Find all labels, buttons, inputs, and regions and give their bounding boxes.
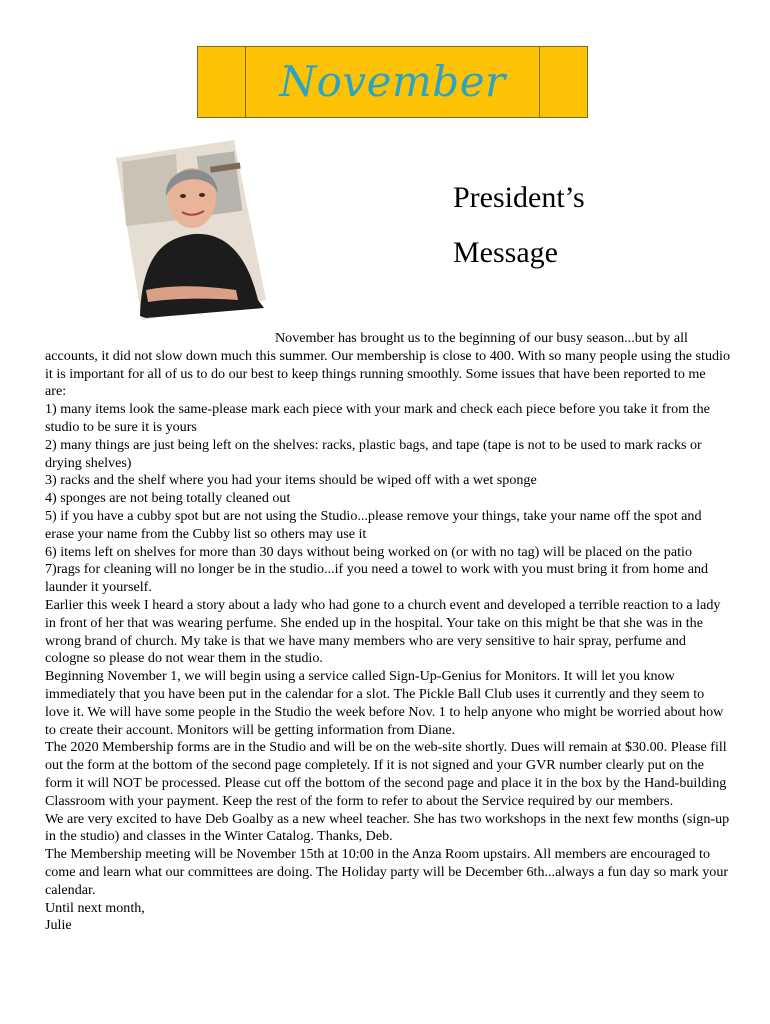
paragraph: 3) racks and the shelf where you had your items should be wiped off with a wet sponge xyxy=(45,472,537,489)
paragraph: 6) items left on shelves for more than 30 days without being worked on (or with no tag) will be placed on the patio xyxy=(45,543,692,560)
paragraph: The Membership meeting will be November 15th at 10:00 in the Anza Room upstairs. All members are encouraged to come and learn what our committees are doing. The Holiday party will be December 6th...always a fun day so mark your calendar. xyxy=(45,846,729,898)
month-title: November xyxy=(279,57,506,106)
paragraph: 5) if you have a cubby spot but are not using the Studio...please remove your things, take your name off the spot and erase your name from the Cubby list so others may use it xyxy=(45,507,702,542)
message-body xyxy=(45,330,730,935)
paragraph: November has brought us to the beginning of our busy season...but by all accounts, it did not slow down much this summer. Our membership is close to 400. With so many people using the studio it is important for all of us to do our best to keep things running smoothly. Some issues that have been reported to me are: xyxy=(45,330,731,400)
heading-line-1: President’s xyxy=(453,181,585,214)
paragraph: 7)rags for cleaning will no longer be in the studio...if you need a towel to work with you must bring it from home and launder it yourself. xyxy=(45,561,709,596)
president-photo xyxy=(116,140,266,320)
paragraph: 2) many things are just being left on the shelves: racks, plastic bags, and tape (tape is not to be used to mark racks or drying shelves) xyxy=(45,436,702,471)
paragraph: 4) sponges are not being totally cleaned out xyxy=(45,490,291,507)
paragraph: Earlier this week I heard a story about a lady who had gone to a church event and developed a terrible reaction to a lady in front of her that was wearing perfume. She ended up in the hospital. Your take on this might be that she was in the wrong brand of church. My take is that we have many members who are very sensitive to hair spray, perfume and cologne so please do not wear them in the studio. xyxy=(45,596,721,667)
presidents-message-heading xyxy=(453,170,585,280)
paragraph: We are very excited to have Deb Goalby as a new wheel teacher. She has two workshops in the next few months (sign-up in the studio) and classes in the Winter Catalog. Thanks, Deb. xyxy=(45,810,730,845)
signature: Julie xyxy=(45,917,72,934)
paragraph: Beginning November 1, we will begin using a service called Sign-Up-Genius for Monitors. It will let you know immediately that you have been put in the calendar for a slot. The Pickle Ball Club uses it currently and they seem to love it. We will have some people in the Studio the week before Nov. 1 to help anyone who might be worried about how to create their account. Monitors will be getting information from Diane. xyxy=(45,668,724,738)
president-photo-icon xyxy=(116,140,266,320)
paragraph: 1) many items look the same-please mark each piece with your mark and check each piece before you take it from the studio to be sure it is yours xyxy=(45,401,710,435)
closing: Until next month, xyxy=(45,899,145,916)
paragraph: The 2020 Membership forms are in the Studio and will be on the web-site shortly. Dues will remain at $30.00. Please fill out the form at the bottom of the second page completely. If it is not signed and your GVR number clearly put on the form it will NOT be processed. Please cut off the bottom of the second page and place it in the box by the Hand-building Classroom with your payment. Keep the rest of the form to refer to about the Service required by our members. xyxy=(45,739,727,809)
heading-line-2: Message xyxy=(453,236,558,269)
month-banner xyxy=(197,46,588,118)
